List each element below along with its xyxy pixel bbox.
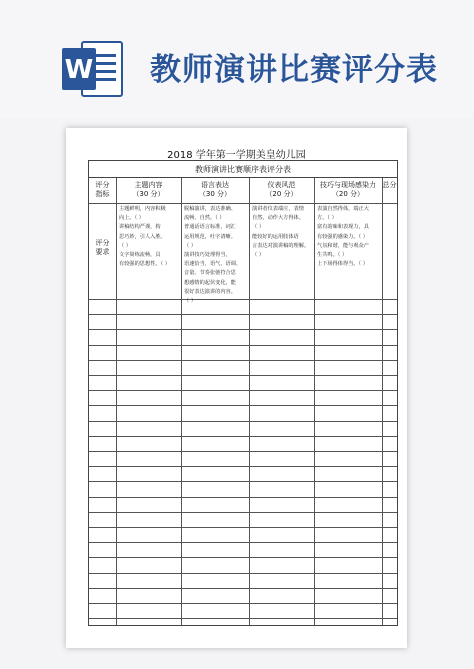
column-header-label: 评分 [95, 181, 110, 189]
column-header-score: （30 分） [198, 190, 232, 198]
criteria-line: 讲稿结构严谨，构 [119, 224, 161, 231]
column-header-score: （30 分） [132, 190, 165, 198]
criteria-line: 方。（ ） [317, 215, 337, 222]
criteria-line: 上下场得体得当。（ ） [317, 261, 368, 268]
banner [0, 0, 474, 118]
criteria-line: 流畅、自然。（ ） [184, 215, 225, 222]
column-header [382, 181, 397, 190]
empty-row-divider [89, 405, 397, 406]
empty-row-divider [89, 421, 397, 422]
empty-row-divider [89, 603, 397, 604]
criteria-line: 富有韵味和表现力，具 [317, 224, 369, 231]
word-document-icon [60, 38, 126, 100]
empty-row-divider [89, 345, 397, 346]
column-header-label: 技巧与现场感染力 [320, 181, 376, 189]
criteria-line: （ ） [252, 224, 265, 231]
criteria-line: 脱稿演讲，表达准确、 [184, 206, 236, 212]
score-table [88, 160, 398, 626]
column-header-score: （20 分） [331, 190, 365, 198]
column-header [116, 181, 181, 199]
criteria-line: 普通话语言标准，词汇 [184, 224, 236, 231]
requirement-label [89, 239, 116, 257]
column-header [249, 181, 314, 199]
criteria-line: 演讲者仪表端庄，表情 [252, 206, 304, 212]
empty-row-divider [89, 618, 397, 619]
criteria-line: 文字简练流畅，具 [119, 252, 161, 259]
column-header-label: 指标 [95, 190, 110, 198]
empty-row-divider [89, 497, 397, 498]
column-header-label: 总分 [382, 181, 397, 189]
empty-row-divider [89, 573, 397, 574]
empty-row-divider [89, 436, 397, 437]
empty-row-divider [89, 451, 397, 452]
column-header [89, 181, 116, 199]
column-header-label: 仪表风范 [267, 181, 296, 189]
criteria-line: 有较强的思想性。（ ） [119, 261, 170, 268]
criteria-line: 想感情的起伏变化，能 [184, 279, 236, 286]
criteria-line: （ ） [119, 242, 132, 249]
column-header-label: 主题内容 [134, 181, 163, 189]
criteria-line: 语速恰当，语气、语调、 [184, 261, 242, 268]
word-icon-letter: W [64, 55, 94, 85]
criteria-line: 思巧妙，引人入胜。 [119, 233, 166, 240]
empty-row-divider [89, 557, 397, 558]
criteria-line: 生共鸣。（ ） [317, 252, 348, 259]
header-divider [89, 203, 397, 204]
criteria-cell [119, 205, 179, 298]
column-header [314, 181, 382, 199]
criteria-line: 主题鲜明，内容积极 [119, 206, 166, 212]
banner-title: 教师演讲比赛评分表 [150, 52, 438, 88]
criteria-cell [184, 205, 247, 305]
criteria-line: 演讲技巧处理得当， [184, 252, 231, 259]
criteria-line: 自然，动作大方得体。 [252, 215, 304, 222]
criteria-cell [252, 205, 312, 298]
criteria-line: 言表达对演讲稿的理解。 [252, 242, 310, 249]
criteria-line: （ ） [184, 242, 197, 249]
empty-row-divider [89, 542, 397, 543]
requirement-label-line: 评分 [95, 239, 110, 247]
criteria-line: 很好表达演讲的内容。 [184, 288, 236, 295]
criteria-line: 向上。（ ） [119, 215, 144, 222]
empty-row-divider [89, 375, 397, 376]
document-page [66, 128, 407, 648]
document-title: 2018 学年第一学期美皇幼儿园 [167, 150, 306, 161]
criteria-line: 能较好的运用肢体语 [252, 233, 299, 240]
empty-row-divider [89, 390, 397, 391]
empty-row-divider [89, 527, 397, 528]
empty-row-divider [89, 360, 397, 361]
column-header [181, 181, 249, 199]
requirement-label-line: 要求 [95, 248, 110, 256]
column-header-score: （20 分） [265, 190, 298, 198]
column-header-label: 语言表达 [201, 181, 229, 189]
criteria-line: 表演自然得体，端正大 [317, 206, 369, 212]
criteria-line: （ ） [252, 252, 265, 259]
criteria-line: 有较强的感染力。（ ） [317, 233, 368, 240]
criteria-line: 运用规范，吐字清晰。 [184, 233, 236, 240]
criteria-cell [317, 205, 380, 298]
empty-row-divider [89, 512, 397, 513]
table-caption: 教师演讲比赛顺序表评分表 [89, 161, 397, 178]
criteria-line: （ ） [184, 298, 197, 305]
empty-row-divider [89, 588, 397, 589]
empty-row-divider [89, 329, 397, 330]
empty-row-divider [89, 314, 397, 315]
empty-row-divider [89, 481, 397, 482]
criteria-line: 气氛和谐，能与观众产 [317, 242, 369, 249]
criteria-line: 音量、节奏张弛符合思 [184, 270, 236, 277]
empty-row-divider [89, 466, 397, 467]
